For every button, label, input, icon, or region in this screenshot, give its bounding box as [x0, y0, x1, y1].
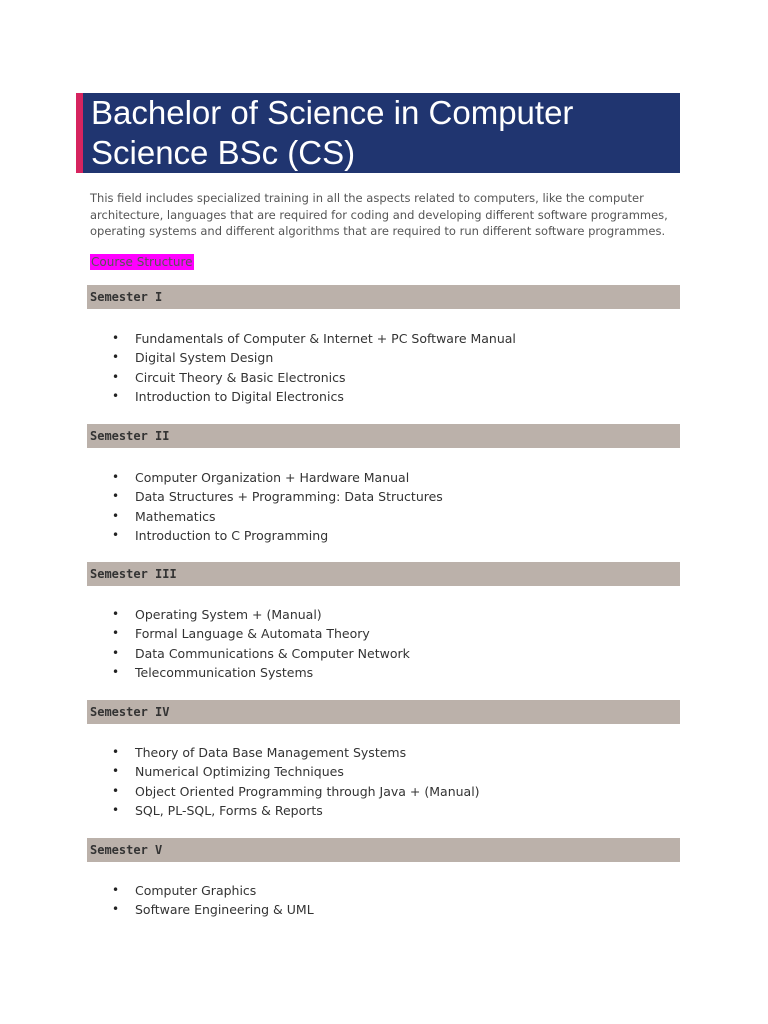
- course-list: [90, 743, 670, 821]
- title-banner: [76, 93, 680, 173]
- bullet-icon: •: [112, 645, 120, 660]
- course-name: Introduction to C Programming: [135, 528, 329, 544]
- list-item: [90, 782, 670, 801]
- course-name: SQL, PL-SQL, Forms & Reports: [135, 803, 323, 819]
- list-item: [90, 743, 670, 762]
- semester-header: [87, 424, 680, 448]
- list-item: [90, 900, 670, 919]
- bullet-icon: •: [112, 764, 120, 779]
- course-list: [90, 881, 670, 920]
- list-item: [90, 762, 670, 781]
- bullet-icon: •: [112, 745, 120, 759]
- course-name: Circuit Theory & Basic Electronics: [135, 369, 346, 385]
- list-item: [90, 387, 670, 406]
- semester-label: Semester V: [90, 843, 163, 857]
- list-item: [90, 507, 670, 526]
- course-name: Operating System + (Manual): [135, 607, 322, 622]
- list-item: [90, 329, 670, 348]
- course-name: Digital System Design: [135, 350, 274, 366]
- course-name: Formal Language & Automata Theory: [135, 626, 370, 642]
- bullet-icon: •: [112, 470, 120, 484]
- bullet-icon: •: [112, 803, 120, 818]
- bullet-icon: •: [112, 783, 120, 798]
- course-list: [90, 468, 670, 546]
- course-name: Telecommunication Systems: [135, 665, 314, 681]
- semester-label: Semester IV: [90, 705, 170, 719]
- list-item: [90, 801, 670, 820]
- semester-header: [87, 838, 680, 862]
- semester-header: [87, 700, 680, 724]
- semester-label: Semester III: [90, 567, 177, 581]
- bullet-icon: •: [112, 508, 120, 523]
- course-list: [90, 329, 670, 407]
- course-name: Data Structures + Programming: Data Structures: [135, 489, 443, 505]
- list-item: [90, 605, 670, 624]
- list-item: [90, 368, 670, 387]
- list-item: [90, 881, 670, 900]
- semester-header: [87, 562, 680, 586]
- list-item: [90, 644, 670, 663]
- semester-header: [87, 285, 680, 309]
- page-title: Bachelor of Science in Computer Science BSc (CS): [91, 94, 574, 171]
- list-item: [90, 348, 670, 367]
- list-item: [90, 663, 670, 682]
- course-structure-label: Course Structure: [91, 255, 193, 269]
- list-item: [90, 468, 670, 487]
- course-name: Mathematics: [135, 508, 216, 524]
- bullet-icon: •: [112, 369, 120, 384]
- list-item: [90, 624, 670, 643]
- semester-label: Semester II: [90, 429, 170, 443]
- course-name: Computer Graphics: [135, 883, 257, 898]
- bullet-icon: •: [112, 626, 120, 641]
- course-name: Object Oriented Programming through Java + (Manual): [135, 783, 480, 799]
- bullet-icon: •: [112, 665, 120, 680]
- list-item: [90, 526, 670, 545]
- list-item: [90, 487, 670, 506]
- bullet-icon: •: [112, 902, 120, 917]
- course-name: Numerical Optimizing Techniques: [135, 764, 344, 780]
- course-name: Data Communications & Computer Network: [135, 645, 410, 661]
- course-name: Fundamentals of Computer & Internet + PC Software Manual: [135, 331, 516, 346]
- bullet-icon: •: [112, 489, 120, 504]
- course-list: [90, 605, 670, 683]
- course-name: Software Engineering & UML: [135, 902, 314, 918]
- course-name: Theory of Data Base Management Systems: [135, 745, 407, 760]
- bullet-icon: •: [112, 883, 120, 897]
- bullet-icon: •: [112, 331, 120, 345]
- semester-label: Semester I: [90, 290, 163, 304]
- course-name: Computer Organization + Hardware Manual: [135, 470, 410, 485]
- course-name: Introduction to Digital Electronics: [135, 389, 344, 405]
- bullet-icon: •: [112, 350, 120, 365]
- bullet-icon: •: [112, 607, 120, 621]
- bullet-icon: •: [112, 528, 120, 543]
- bullet-icon: •: [112, 389, 120, 404]
- intro-paragraph: This field includes specialized training in all the aspects related to computers, like the computer architecture, languages that are required for coding and developing different software programmes, operating systems and different algorithms that are required to run different software programmes.: [90, 191, 668, 238]
